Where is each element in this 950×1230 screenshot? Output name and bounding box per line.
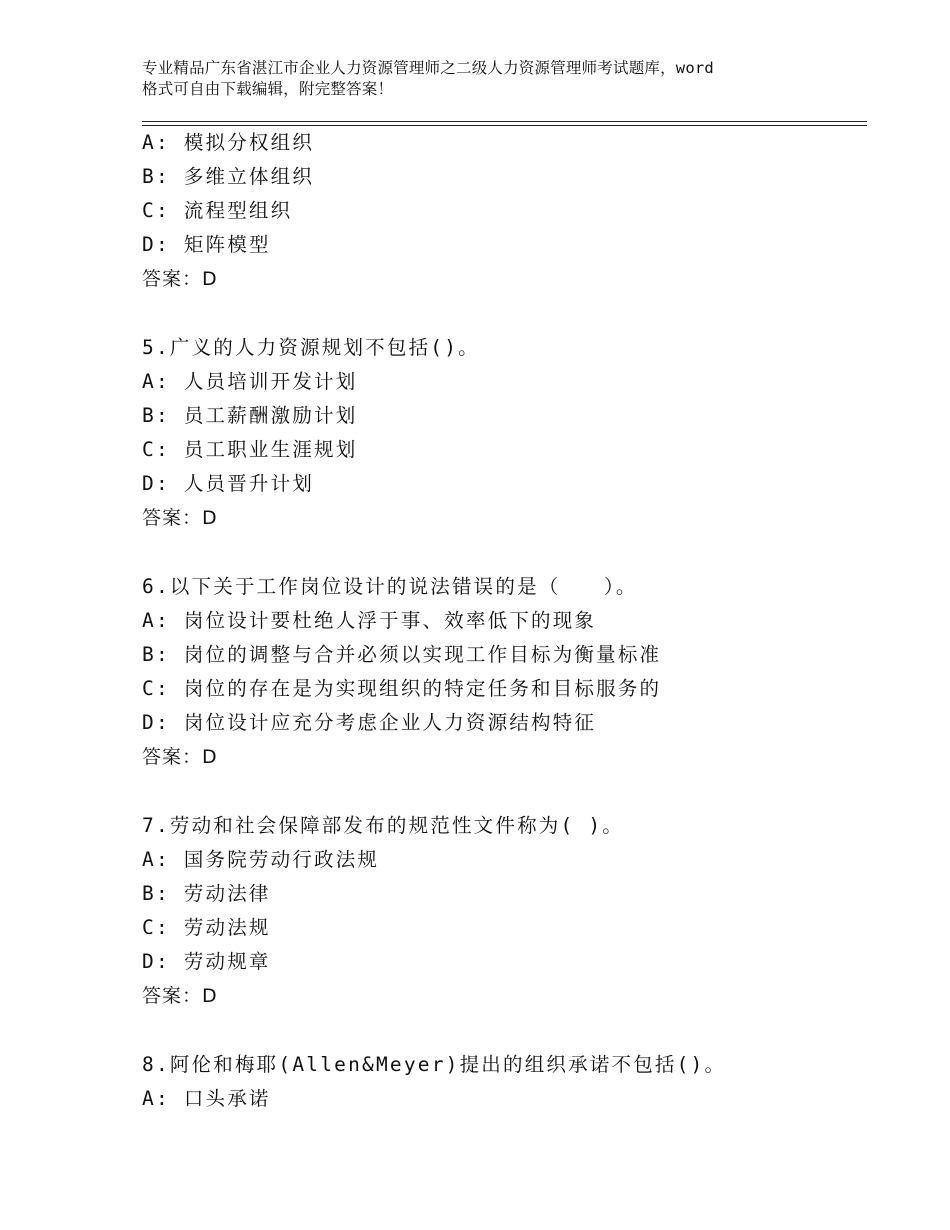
q4-option-b: B: 多维立体组织 — [142, 165, 315, 188]
q6-question: 6.以下关于工作岗位设计的说法错误的是（ ）。 — [142, 575, 638, 598]
header-line-1: 专业精品广东省湛江市企业人力资源管理师之二级人力资源管理师考试题库，word — [142, 59, 714, 77]
q7-option-c: C: 劳动法规 — [142, 916, 271, 939]
q4-option-d: D: 矩阵模型 — [142, 233, 271, 256]
q8-option-a: A: 口头承诺 — [142, 1087, 271, 1110]
q4-option-c: C: 流程型组织 — [142, 199, 293, 222]
q5-option-c: C: 员工职业生涯规划 — [142, 438, 358, 461]
header-line-2: 格式可自由下载编辑，附完整答案！ — [142, 80, 394, 98]
q4-answer: 答案：D — [142, 268, 218, 290]
q7-answer: 答案：D — [142, 985, 218, 1007]
document-header — [142, 58, 832, 100]
q6-option-c: C: 岗位的存在是为实现组织的特定任务和目标服务的 — [142, 677, 662, 700]
q5-question: 5.广义的人力资源规划不包括()。 — [142, 336, 480, 359]
q5-option-d: D: 人员晋升计划 — [142, 472, 315, 495]
q7-question: 7.劳动和社会保障部发布的规范性文件称为( )。 — [142, 814, 625, 837]
q7-option-d: D: 劳动规章 — [142, 950, 271, 973]
header-divider-bottom — [142, 125, 867, 126]
q8-question: 8.阿伦和梅耶(Allen&Meyer)提出的组织承诺不包括()。 — [142, 1053, 727, 1076]
q4-option-a: A: 模拟分权组织 — [142, 131, 315, 154]
q7-option-b: B: 劳动法律 — [142, 882, 271, 905]
q7-option-a: A: 国务院劳动行政法规 — [142, 848, 380, 871]
q5-option-b: B: 员工薪酬激励计划 — [142, 404, 358, 427]
q6-option-a: A: 岗位设计要杜绝人浮于事、效率低下的现象 — [142, 609, 597, 632]
q6-answer: 答案：D — [142, 746, 218, 768]
q6-option-b: B: 岗位的调整与合并必须以实现工作目标为衡量标准 — [142, 643, 662, 666]
q6-option-d: D: 岗位设计应充分考虑企业人力资源结构特征 — [142, 711, 597, 734]
q5-option-a: A: 人员培训开发计划 — [142, 370, 358, 393]
header-divider-top — [142, 121, 867, 122]
q5-answer: 答案：D — [142, 507, 218, 529]
